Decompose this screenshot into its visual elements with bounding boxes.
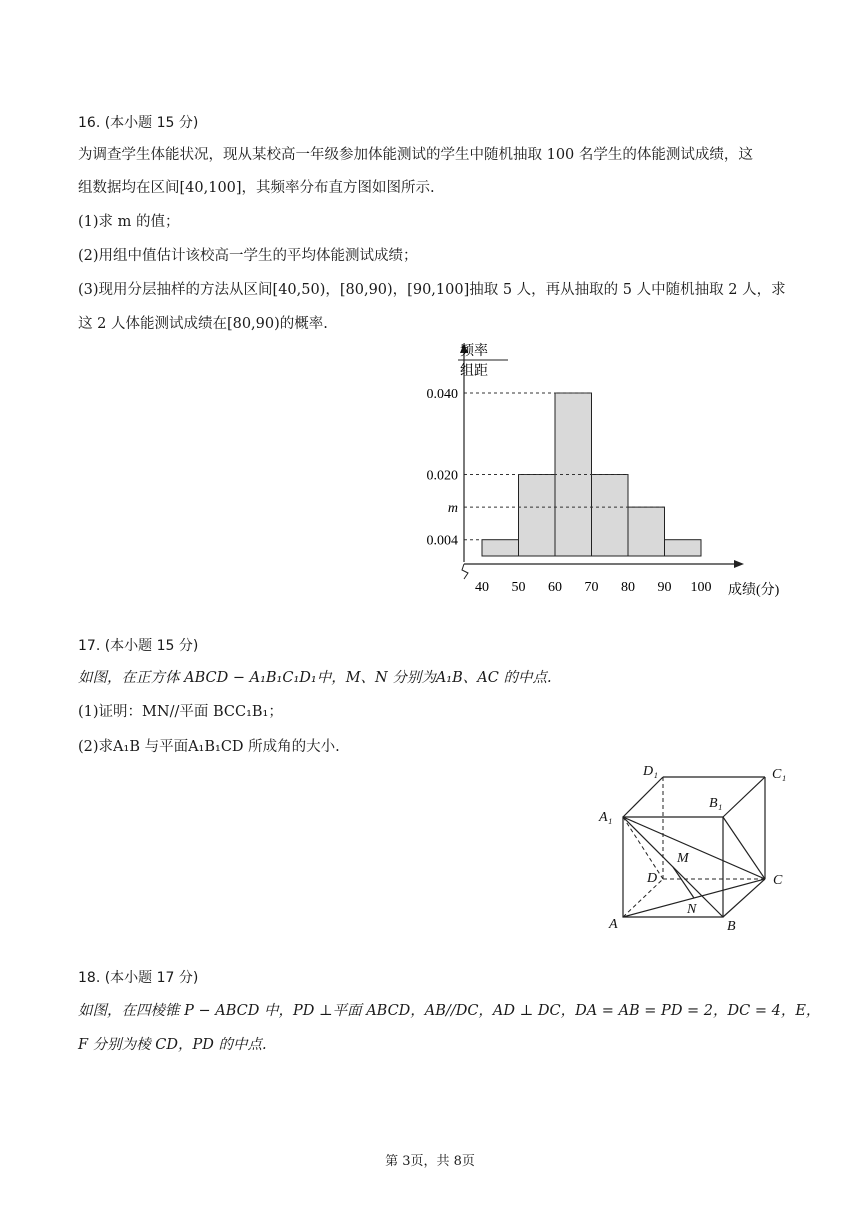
histogram-bar — [665, 540, 702, 556]
y-tick-label: m — [447, 501, 458, 517]
q16-part2: (2)用组中值估计该校高一学生的平均体能测试成绩； — [78, 248, 418, 264]
cube-figure — [595, 760, 800, 940]
x-tick-label: 100 — [690, 580, 712, 595]
q16-text-line1: 为调查学生体能状况，现从某校高一年级参加体能测试的学生中随机抽取 100 名学生的体能测试成绩，这 — [78, 147, 753, 163]
x-tick-label: 60 — [548, 580, 562, 595]
histogram-bar — [519, 475, 556, 557]
label-D: D — [647, 871, 658, 886]
q18-heading: 18. (本小题 17 分) — [78, 970, 199, 986]
q16-part3-line2: 这 2 人体能测试成绩在[80,90)的概率. — [78, 316, 328, 332]
q17-part1: (1)证明：MN//平面 BCC₁B₁； — [78, 704, 283, 720]
q17-part2: (2)求A₁B 与平面A₁B₁CD 所成角的大小. — [78, 739, 340, 755]
ylabel-top: 频率 — [460, 344, 488, 359]
segment-MN — [673, 867, 694, 898]
q18-text-line2: F 分别为棱 CD，PD 的中点. — [78, 1037, 267, 1053]
label-B1: B₁ — [709, 796, 723, 811]
label-D1: D₁ — [643, 764, 658, 779]
label-C: C — [773, 873, 783, 888]
x-tick-label: 40 — [475, 580, 489, 595]
q16-text-line2: 组数据均在区间[40,100]，其频率分布直方图如图所示. — [78, 180, 435, 196]
x-tick-label: 70 — [584, 580, 599, 595]
edge-B1C1 — [723, 777, 765, 817]
histogram-bar — [482, 540, 519, 556]
label-C1: C₁ — [772, 767, 787, 782]
y-tick-label: 0.020 — [426, 468, 458, 484]
histogram-bar — [628, 507, 665, 556]
q16-part1: (1)求 m 的值； — [78, 214, 180, 230]
xlabel: 成绩(分) — [728, 583, 780, 598]
label-N: N — [687, 902, 697, 917]
x-tick-label: 90 — [657, 580, 672, 595]
x-tick-label: 80 — [621, 580, 635, 595]
label-A: A — [609, 917, 618, 932]
q17-heading: 17. (本小题 15 分) — [78, 638, 199, 654]
histogram-bar — [592, 475, 629, 557]
q16-heading: 16. (本小题 15 分) — [78, 115, 199, 131]
ylabel-bottom: 组距 — [460, 364, 488, 379]
x-tick-label: 50 — [511, 580, 526, 595]
q18-text-line1: 如图，在四棱锥 P − ABCD 中，PD ⊥平面 ABCD，AB//DC，AD ⊥ DC，DA = AB = PD = 2，DC = 4，E， — [78, 1003, 821, 1019]
label-B: B — [727, 919, 736, 934]
x-axis-arrow — [734, 560, 744, 568]
y-tick-label: 0.004 — [426, 533, 458, 549]
y-tick-label: 0.040 — [426, 387, 458, 402]
page-number: 第 3页，共 8页 — [385, 1154, 475, 1169]
label-M: M — [677, 851, 689, 866]
label-A1: A₁ — [599, 810, 613, 825]
q16-part3-line1: (3)现用分层抽样的方法从区间[40,50)，[80,90)，[90,100]抽取 5 人，再从抽取的 5 人中随机抽取 2 人，求 — [78, 282, 786, 298]
axis-break-mark — [462, 564, 468, 579]
edge-A1D1 — [623, 777, 663, 817]
frequency-histogram — [400, 335, 800, 605]
q17-text-line1: 如图，在正方体 ABCD − A₁B₁C₁D₁中，M、N 分别为A₁B、AC 的中点. — [78, 670, 552, 686]
